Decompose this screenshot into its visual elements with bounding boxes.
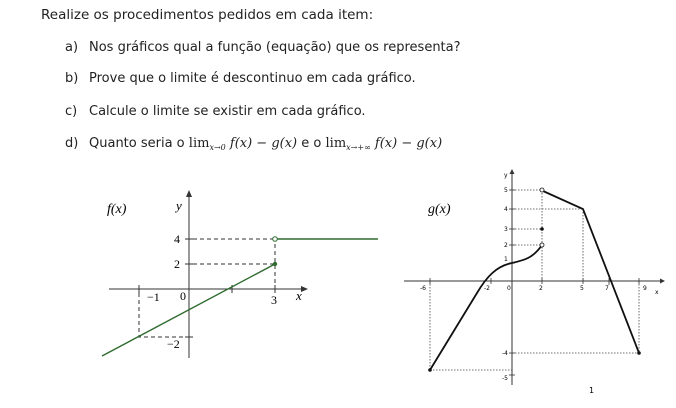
graph-f-x-label: x (296, 288, 302, 303)
limit-expression-2: f(x) − g(x) (374, 136, 443, 151)
limit-word-2: lim (325, 136, 347, 151)
item-d-label: d) (65, 136, 79, 151)
graph-g-start-point (428, 368, 432, 372)
graph-f (102, 193, 378, 358)
graph-g-x-label: x (655, 289, 659, 296)
graph-f-title: f(x) (107, 202, 127, 217)
item-c-text: Calcule o limite se existir em cada gráfico. (89, 104, 366, 119)
item-b-label: b) (65, 71, 79, 86)
graph-g-xtick-label-7: 7 (605, 285, 609, 292)
limit-subscript-1: x→0 (209, 143, 226, 152)
item-b-text: Prove que o limite é descontinuo em cada gráfico. (89, 71, 416, 86)
graph-g-ytick-label-neg5: -5 (502, 375, 508, 382)
graph-g-closed-point-3 (540, 227, 544, 231)
graph-g-ytick-label-neg4: -4 (502, 350, 508, 357)
limit-subscript-2: x→+∞ (346, 143, 371, 152)
graph-g-left-curve (430, 245, 542, 370)
graph-f-ytick-label-2: 2 (174, 257, 180, 271)
graph-g-ytick-label-2: 2 (504, 242, 508, 249)
graph-g-ticks (430, 190, 639, 375)
graph-f-ytick-label-neg2: −2 (167, 337, 180, 351)
graph-g-end-point (637, 351, 641, 355)
graph-f-closed-point (273, 262, 277, 266)
graph-g-ytick-label-5: 5 (504, 187, 508, 194)
limit-expression-1: f(x) − g(x) (229, 136, 298, 151)
graph-g-xtick-label-0: 0 (507, 285, 511, 292)
graph-g-ytick-label-1: 1 (504, 256, 508, 263)
graph-g-ytick-label-4: 4 (504, 206, 508, 213)
graph-f-ytick-label-4: 4 (174, 232, 180, 246)
item-d-connector: e o (301, 136, 322, 151)
item-d-text: Quanto seria o (89, 136, 185, 151)
item-a-label: a) (65, 40, 79, 55)
graph-f-y-label: y (176, 198, 182, 213)
graph-g-open-point-5 (540, 188, 544, 192)
item-c-label: c) (65, 104, 78, 119)
graph-g-right-segments (543, 191, 639, 353)
graph-f-xtick-label-neg1: −1 (147, 290, 160, 304)
graph-g-y-label: y (504, 172, 508, 179)
graph-g-xtick-label-2: 2 (539, 285, 543, 292)
instructions-text: Realize os procedimentos pedidos em cada item: (41, 7, 374, 23)
graph-f-open-point (273, 237, 278, 242)
graph-g-xtick-label-5: 5 (580, 285, 584, 292)
graph-g-xtick-label-neg6: -6 (420, 285, 426, 292)
graph-g-xtick-label-9: 9 (643, 285, 647, 292)
graph-g-guide-lines (430, 190, 639, 370)
graph-f-xtick-label-3: 3 (271, 293, 277, 307)
limit-word-1: lim (188, 136, 210, 151)
graph-g (404, 171, 663, 385)
graph-g-open-point-2 (540, 243, 544, 247)
graph-f-guide-lines (139, 239, 275, 337)
graph-g-xtick-label-neg2: -2 (484, 285, 490, 292)
item-a-text: Nos gráficos qual a função (equação) que os representa? (89, 40, 461, 55)
footer-mark: 1 (589, 386, 595, 395)
graph-f-origin-label: 0 (180, 289, 186, 303)
graph-g-title: g(x) (428, 202, 451, 217)
graph-g-ytick-label-3: 3 (504, 226, 508, 233)
